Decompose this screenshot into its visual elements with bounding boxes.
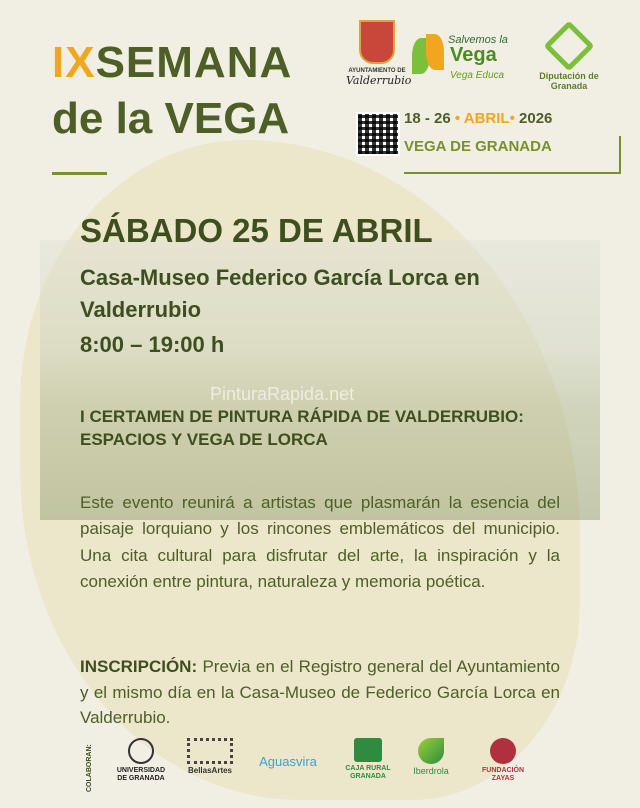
dates-year: 2026 [519,110,553,127]
ayuntamiento-name: Valderrubio [346,74,412,87]
event-place: VEGA DE GRANADA [404,138,552,155]
photo-watermark: PinturaRapida.net [210,384,355,404]
title-roman-numeral: IX [52,38,96,87]
sponsor-fundacion-zayas[interactable] [476,738,530,794]
banner-underline [404,172,620,174]
sponsor-caja-rural[interactable] [340,738,396,794]
salvemos-label: Salvemos la [448,34,508,46]
event-dates [404,110,552,127]
event-day: SÁBADO 25 DE ABRIL [80,212,433,249]
diputacion-icon [544,21,595,72]
title-line-1 [52,38,292,88]
inscripcion-text: Previa en el Registro general del Ayuntamiento y el mismo día en la Casa-Museo de Federico García Lorca en Valderrubio. [80,657,560,727]
sponsor-bellas-artes[interactable] [182,738,238,794]
sponsor-universidad-granada[interactable] [112,738,170,794]
ayuntamiento-label: AYUNTAMIENTO DE [348,68,406,74]
dates-month: ABRIL [463,110,510,127]
ayuntamiento-logo [346,20,412,87]
title-word: SEMANA [95,38,293,87]
dates-range: 18 - 26 [404,110,451,127]
event-title [52,38,292,144]
separator-dot: • [509,110,515,127]
sponsor-label: FUNDACIÓN ZAYAS [482,767,524,782]
colaboran-label: COLABORAN: [86,744,93,792]
event-venue: Casa-Museo Federico García Lorca en Valderrubio [80,265,480,322]
event-description: Este evento reunirá a artistas que plasmarán la esencia del paisaje lorquiano y los rincones emblemáticos del municipio. Una cita cultural para disfrutar del arte, la inspiración y la conexión entre pintura, naturaleza y memoria poética. [80,493,560,592]
title-line-2: de la VEGA [52,94,290,143]
diputacion-label: Diputación de Granada [539,71,599,91]
banner-corner-line [619,136,621,174]
leaf-icon [426,34,444,70]
title-underline [52,172,107,175]
sponsor-label: UNIVERSIDAD DE GRANADA [116,767,166,782]
inscripcion-info [80,654,560,731]
bellas-artes-icon [187,738,233,764]
vega-label: Vega [450,44,497,66]
sponsor-iberdrola[interactable] [406,738,456,794]
caja-rural-icon [354,738,382,762]
sponsor-label: BellasArtes [187,766,233,775]
aguasvira-icon: Aguasvira [259,754,317,769]
coat-of-arms-icon [359,20,395,64]
vega-educa-label: Vega Educa [450,70,505,81]
iberdrola-icon [418,738,444,764]
salvemos-la-vega-logo [410,30,520,85]
fundacion-zayas-icon [490,738,516,764]
inscripcion-label: INSCRIPCIÓN: [80,657,198,676]
certamen-title: I CERTAMEN DE PINTURA RÁPIDA DE VALDERRUBIO: ESPACIOS Y VEGA DE LORCA [80,407,524,449]
sponsor-label: CAJA RURAL GRANADA [345,765,391,780]
university-seal-icon [128,738,154,764]
qr-code-icon[interactable] [356,112,400,156]
separator-dot: • [454,110,461,127]
sponsor-label: Iberdrola [413,766,449,776]
diputacion-logo [534,28,604,92]
event-hours: 8:00 – 19:00 h [80,332,225,357]
